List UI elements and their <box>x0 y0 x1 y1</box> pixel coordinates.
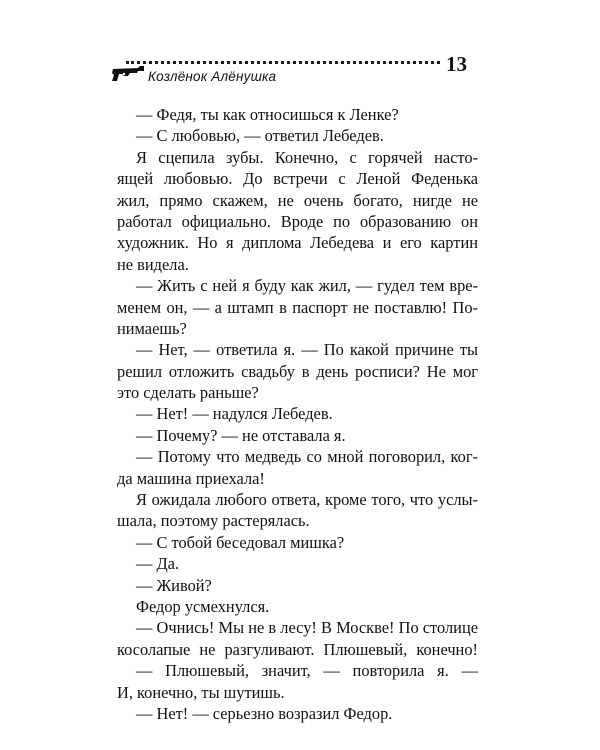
text-line: нимаешь? <box>117 318 187 338</box>
text-line: это сделать раньше? <box>117 383 259 403</box>
text-line: Я ожидала любого ответа, кроме того, что услы- <box>136 490 478 510</box>
text-line: — Нет, — ответила я. — По какой причине ты <box>136 340 478 360</box>
dotted-rule <box>126 61 440 64</box>
text-line: — Жить с ней я буду как жил, — гудел тем вре- <box>136 276 478 296</box>
text-line: Федор усмехнулся. <box>136 596 270 616</box>
text-line: шала, поэтому растерялась. <box>117 511 310 531</box>
text-line: — Да. <box>136 554 180 574</box>
text-line: — Живой? <box>136 575 212 595</box>
text-line: жил, прямо скажем, не очень богато, нигде не <box>117 190 478 210</box>
text-line: решил отложить свадьбу в день росписи? Не мог <box>117 361 478 381</box>
text-line: Я сцепила зубы. Конечно, с горячей насто- <box>136 147 478 167</box>
revolver-icon <box>110 63 146 83</box>
running-title: Козлёнок Алёнушка <box>148 69 277 84</box>
text-line: не видела. <box>117 254 189 274</box>
text-line: — С тобой беседовал мишка? <box>136 532 345 552</box>
text-line: — Почему? — не отставала я. <box>136 425 346 445</box>
page-text <box>117 104 478 724</box>
text-line: художник. Но я диплома Лебедева и его картин <box>117 233 478 253</box>
page-header <box>110 52 470 95</box>
text-line: — Потому что медведь со мной поговорил, ког- <box>136 447 478 467</box>
text-line: — С любовью, — ответил Лебедев. <box>136 126 384 146</box>
page-number: 13 <box>446 52 467 76</box>
text-line: — Плюшевый, значит, — повторила я. — <box>136 661 478 681</box>
text-line: — Очнись! Мы не в лесу! В Москве! По столице <box>136 618 478 638</box>
text-line: косолапые не разгуливают. Плюшевый, конечно! <box>117 639 478 659</box>
text-line: ящей любовью. До встречи с Леной Феденька <box>117 169 478 189</box>
text-line: — Федя, ты как относишься к Ленке? <box>136 105 399 124</box>
text-line: менем он, — а штамп в паспорт не поставлю! По- <box>117 297 478 317</box>
text-line: — Нет! — надулся Лебедев. <box>136 404 333 424</box>
text-line: И, конечно, ты шутишь. <box>117 682 285 702</box>
text-line: да машина приехала! <box>117 468 265 488</box>
text-line: — Нет! — серьезно возразил Федор. <box>136 703 393 723</box>
text-line: работал официально. Вроде по образованию он <box>117 211 478 231</box>
